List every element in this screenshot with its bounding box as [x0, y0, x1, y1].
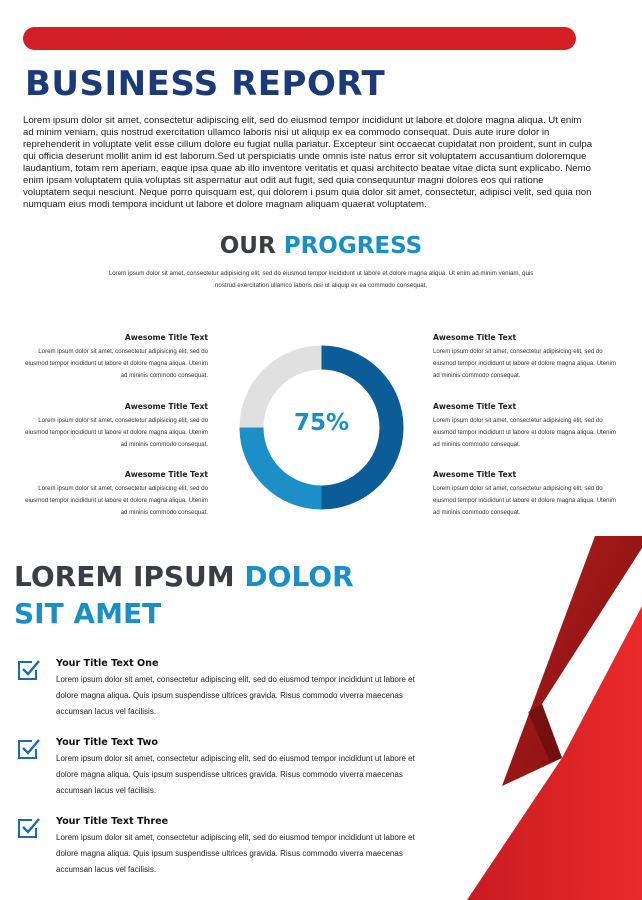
right-info-title: Awesome Title Text — [433, 470, 517, 479]
right-info-text: Lorem ipsum dolor sit amet, consectetur adipisicing elit, sed do eiusmod tempor incididunt ut labore et dolore magna aliqua. Utenim ad mininis commodo consequat. — [433, 485, 616, 516]
progress-heading — [0, 233, 642, 259]
right-info-title: Awesome Title Text — [433, 402, 517, 411]
checkbox-check-icon — [16, 816, 40, 840]
right-info-text: Lorem ipsum dolor sit amet, consectetur adipisicing elit, sed do eiusmod tempor incididunt ut labore et dolore magna aliqua. Utenim ad mininis commodo consequat. — [433, 348, 616, 379]
left-info-block — [18, 333, 208, 382]
right-info-title: Awesome Title Text — [433, 333, 517, 342]
list-item-text: Lorem ipsum dolor sit amet, consectetur adipiscing elit, sed do eiusmod tempor incididunt ut labore et dolore magna aliqua. Quis ipsum suspendisse ultrices gravida. Risus commodo viverra maecenas accumsan lacus vel facilisis. — [56, 754, 415, 795]
list-item-title: Your Title Text Three — [56, 816, 169, 827]
progress-subtitle: Lorem ipsum dolor sit amet, consectetur adipisicing elit, sed do eiusmod tempor incididunt ut labore et dolore magna aliqua. Ut enim ad minim veniam, quis nostrud exercitation ullamco laboris nisi ut aliquip ex ea commodo consequat. — [108, 270, 534, 289]
list-item-text: Lorem ipsum dolor sit amet, consectetur adipiscing elit, sed do eiusmod tempor incididunt ut labore et dolore magna aliqua. Quis ipsum suspendisse ultrices gravida. Risus commodo viverra maecenas accumsan lacus vel facilisis. — [56, 833, 415, 874]
section-heading-line2: SIT AMET — [14, 597, 162, 630]
donut-arc-secondary — [252, 428, 322, 498]
right-info-block — [433, 402, 623, 451]
list-item-title: Your Title Text Two — [56, 737, 158, 748]
left-info-block — [18, 470, 208, 519]
checkbox-check-icon — [16, 737, 40, 761]
right-info-block — [433, 333, 623, 382]
left-info-title: Awesome Title Text — [124, 333, 208, 342]
section-heading-dark: LOREM IPSUM — [14, 560, 235, 593]
decorative-red-chevron — [462, 536, 642, 900]
intro-paragraph: Lorem ipsum dolor sit amet, consectetur adipiscing elit, sed do eiusmod tempor incididunt ut labore et dolore magna aliqua. Ut enim ad minim veniam, quis nostrud exercitation ullamco laboris nisi ut aliquip ex ea commodo consequat. Duis aute irure dolor in reprehenderit in voluptate velit esse cillum dolore eu fugiat nulla pariatur. Excepteur sint occaecat cupidatat non proident, sunt in culpa qui officia deserunt mollit anim id est laborum.Sed ut perspiciatis unde omnis iste natus error sit voluptatem accusantium doloremque laudantium, totam rem aperiam, eaque ipsa quae ab illo inventore veritatis et quasi architecto beatae vitae dicta sunt explicabo. Nemo enim ipsam voluptatem quia voluptas sit aspernatur aut odit aut fugit, sed quia consequuntur magni dolores eos qui ratione voluptatem sequi nesciunt. Neque porro quisquam est, qui dolorem i psum quia dolor sit amet, consectetur, adipisci velit, sed quia non numquam eius modi tempora incidunt ut labore et dolore magnam aliquam quaerat voluptatem. — [23, 115, 593, 210]
left-info-title: Awesome Title Text — [124, 470, 208, 479]
progress-heading-part2: PROGRESS — [283, 233, 423, 259]
progress-heading-part1: OUR — [219, 233, 276, 259]
page-title: BUSINESS REPORT — [25, 64, 386, 104]
checkbox-check-icon — [16, 658, 40, 682]
left-info-text: Lorem ipsum dolor sit amet, consectetur adipisicing elit, sed do eiusmod tempor incididunt ut labore et dolore magna aliqua. Utenim ad mininis commodo consequat. — [25, 485, 208, 516]
progress-percent-label: 75% — [293, 410, 350, 436]
left-info-block — [18, 402, 208, 451]
section-heading — [14, 558, 354, 632]
left-info-text: Lorem ipsum dolor sit amet, consectetur adipisicing elit, sed do eiusmod tempor incididunt ut labore et dolore magna aliqua. Utenim ad mininis commodo consequat. — [25, 348, 208, 379]
list-item-text: Lorem ipsum dolor sit amet, consectetur adipiscing elit, sed do eiusmod tempor incididunt ut labore et dolore magna aliqua. Quis ipsum suspendisse ultrices gravida. Risus commodo viverra maecenas accumsan lacus vel facilisis. — [56, 675, 415, 716]
top-red-bar — [23, 27, 576, 50]
left-info-title: Awesome Title Text — [124, 402, 208, 411]
left-info-text: Lorem ipsum dolor sit amet, consectetur adipisicing elit, sed do eiusmod tempor incididunt ut labore et dolore magna aliqua. Utenim ad mininis commodo consequat. — [25, 417, 208, 448]
list-item-title: Your Title Text One — [56, 658, 159, 669]
right-info-block — [433, 470, 623, 519]
section-heading-blue: DOLOR — [244, 560, 354, 593]
right-info-text: Lorem ipsum dolor sit amet, consectetur adipisicing elit, sed do eiusmod tempor incididunt ut labore et dolore magna aliqua. Utenim ad mininis commodo consequat. — [433, 417, 616, 448]
